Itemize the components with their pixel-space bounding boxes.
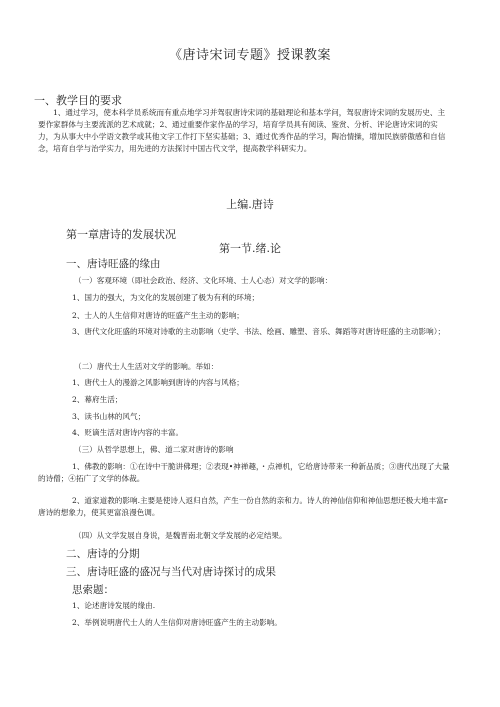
question-1: 1、论述唐诗发展的缘由. [72, 601, 156, 610]
item-2-2: 2、幕府生活； [72, 395, 123, 404]
item-3: （三）从哲学思想上，佛、道二家对唐诗的影响 [74, 445, 234, 454]
item-2-4: 4、贬谪生活对唐诗内容的丰富。 [72, 428, 184, 437]
subheading-achievements: 三、唐诗旺盛的盛况与当代对唐诗探讨的成果 [66, 566, 276, 578]
questions-label: 思索题： [72, 584, 114, 596]
item-3-1: 1、佛教的影响：①在诗中干脆讲佛理；②表现•神禅趣，・点禅机，它给唐诗带来一种新品质；③唐代出现了大量的诗僧；④拓广了文学的体裁。 [38, 462, 450, 483]
item-1-2: 2、士人的人生信仰对唐诗的旺盛产生主动的影响； [72, 311, 244, 320]
subheading-periods: 二、唐诗的分期 [66, 548, 140, 560]
part-title: 上编.唐诗 [226, 198, 274, 211]
item-2-1: 1、唐代士人的漫游之风影响到唐诗的内容与风格； [72, 378, 244, 387]
item-2: （二）唐代士人生活对文学的影响。举如： [74, 362, 219, 371]
section-title: 第一节.绪.论 [219, 242, 281, 255]
item-2-3: 3、读书山林的风气； [72, 412, 146, 421]
section-heading-objectives: 一、教学目的要求 [34, 94, 122, 107]
subheading-reasons: 一、唐诗旺盛的缘由 [66, 258, 161, 270]
item-4: （四）从文学发展自身说，是魏晋南北朝文学发展的必定结果。 [74, 531, 287, 540]
item-3-2: 2、道家道教的影响.主要是使诗人返归自然，产生一份自然的亲和力。诗人的神仙信仰和神仙思想还极大地丰富r唐诗的想象力，使其更富浪漫色调。 [38, 496, 448, 517]
objectives-paragraph: 1、通过学习，使本科学员系统而有重点地学习并驾驭唐诗宋词的基础理论和基本学问，驾驭唐诗宋词的发展历史、主要作家群体与主要流派的艺术成就；2、通过重要作家作品的学习，培育学员具有阅读、鉴赏、分析、评论唐诗宋词的实力，为从事大中小学语文教学或其他文字工作打下坚实基础；3、通过优秀作品的学习，陶冶情操，增加民族骄傲感和自信念，培育自学与治学实力，用先进的方法探讨中国古代文学，提高教学科研实力。 [38, 108, 446, 153]
question-2: 2、举例说明唐代士人的人生信仰对唐诗旺盛产生的主动影响。 [72, 618, 282, 627]
item-1-3: 3、唐代文化旺盛的环境对诗歌的主动影响（史学、书法、绘画、雕塑、音乐、舞蹈等对唐诗旺盛的主动影响）； [72, 327, 446, 336]
chapter-heading: 第一章唐诗的发展状况 [66, 228, 176, 241]
document-title: 《唐诗宋词专题》授课教案 [168, 48, 331, 63]
item-1: （一）客观环境（即社会政治、经济、文化环境、士人心态）对文学的影响： [74, 276, 333, 285]
item-1-1: 1、国力的强大，为文化的发展创建了极为有利的环境； [72, 293, 260, 302]
